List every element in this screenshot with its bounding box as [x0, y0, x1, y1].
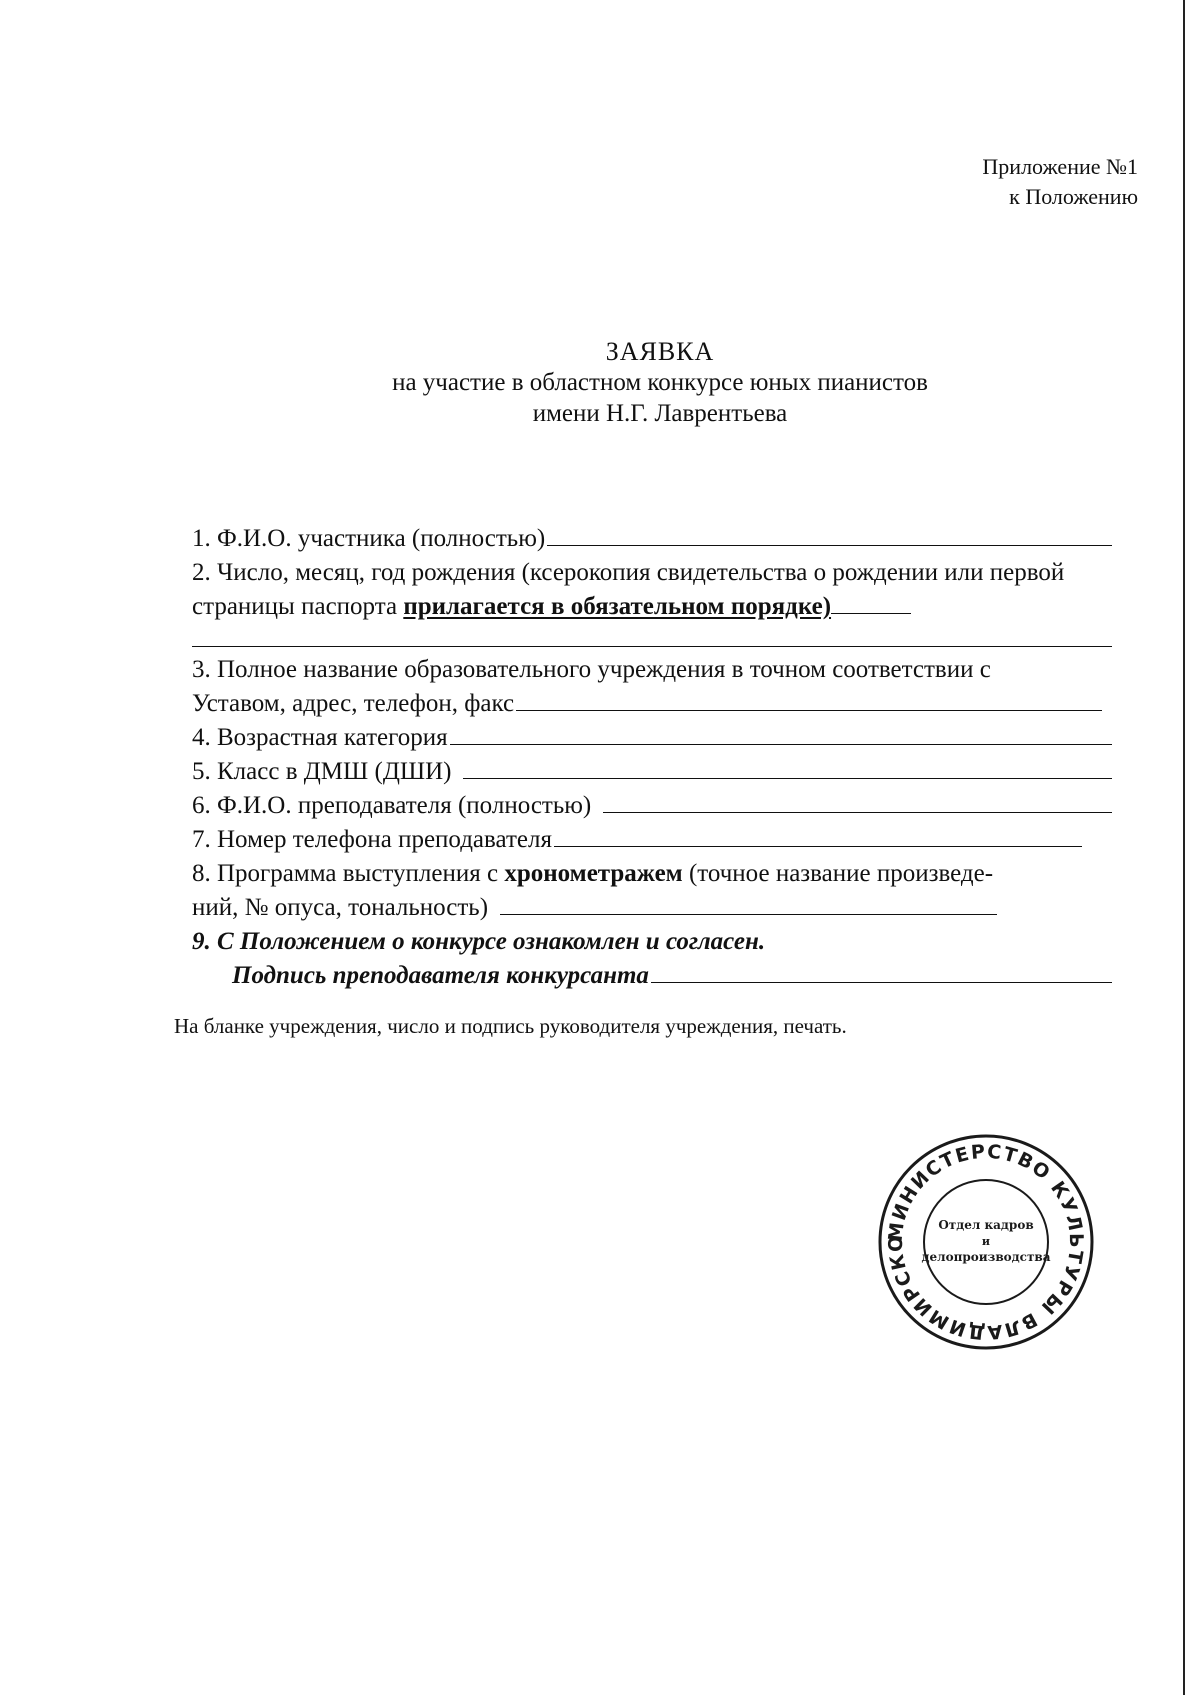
- form-item-emphasis: хронометражем: [504, 860, 683, 887]
- signature-label: Подпись преподавателя конкурсанта: [232, 962, 649, 989]
- form-item-program: [192, 857, 1112, 925]
- seal-center-line1: Отдел кадров: [938, 1218, 1034, 1232]
- form-item-institution: [192, 653, 1112, 721]
- form-item-label: 8. Программа выступления с: [192, 860, 505, 887]
- form-item-label: (точное название произведе-: [682, 860, 994, 887]
- form-item-agreement: 9. С Положением о конкурсе ознакомлен и согласен.: [192, 928, 766, 955]
- form-item-institution-line2: [192, 687, 1112, 721]
- form-item-label: 4. Возрастная категория: [192, 724, 448, 751]
- seal-center-line2: и: [981, 1235, 991, 1248]
- blank-field[interactable]: [603, 790, 1112, 813]
- blank-field[interactable]: [554, 824, 1082, 847]
- blank-field[interactable]: [450, 722, 1112, 745]
- footnote: На бланке учреждения, число и подпись руководителя учреждения, печать.: [174, 1014, 847, 1038]
- signature-field[interactable]: [651, 960, 1112, 983]
- blank-field[interactable]: [500, 892, 997, 915]
- form-item-label: 7. Номер телефона преподавателя: [192, 826, 552, 853]
- form-item-label: 6. Ф.И.О. преподавателя (полностью): [192, 792, 592, 819]
- form-item-participant-name: [192, 522, 1112, 556]
- title-subtitle-line2: имени Н.Г. Лаврентьева: [532, 400, 788, 427]
- seal-graphic: [876, 1132, 1096, 1352]
- blank-field[interactable]: [463, 756, 1112, 779]
- seal-center-line3: делопроизводства: [921, 1250, 1051, 1264]
- form-item-signature: [192, 959, 1112, 993]
- form-item-program-line2: [192, 891, 1112, 925]
- appendix-number: Приложение №1: [982, 154, 1138, 179]
- form-item-label: 1. Ф.И.О. участника (полностью): [192, 525, 546, 552]
- blank-field[interactable]: [547, 523, 1112, 546]
- official-seal: [876, 1132, 1096, 1352]
- form-item-label: 5. Класс в ДМШ (ДШИ): [192, 758, 452, 785]
- form-item-age-category: [192, 721, 1112, 755]
- form-item-label: 2. Число, месяц, год рождения (ксерокопия свидетельства о рождении или первой страницы паспорта: [192, 559, 1065, 620]
- form-item-program-line1: [192, 857, 1112, 891]
- form-item-birth-date: [192, 556, 1112, 624]
- blank-field[interactable]: [831, 593, 911, 614]
- form-item-emphasis: прилагается в обязательном порядке): [403, 593, 832, 620]
- title-subtitle-line1: на участие в областном конкурсе юных пианистов: [392, 369, 928, 396]
- blank-field[interactable]: [516, 688, 1102, 711]
- seal-ring-text: МИНИСТЕРСТВО КУЛЬТУРЫ ВЛАДИМИРСКО: [884, 1140, 1088, 1344]
- form-item-label: 3. Полное название образовательного учреждения в точном соответствии с: [192, 656, 991, 683]
- application-form: [192, 522, 1112, 993]
- blank-field[interactable]: [192, 624, 1112, 647]
- appendix-reference: [982, 152, 1138, 212]
- form-item-label: Уставом, адрес, телефон, факс: [192, 690, 515, 717]
- document-title: [0, 336, 1200, 429]
- form-item-label: ний, № опуса, тональность): [192, 894, 489, 921]
- title-heading: ЗАЯВКА: [605, 337, 715, 366]
- form-item-teacher-name: [192, 789, 1112, 823]
- form-item-class: [192, 755, 1112, 789]
- form-item-teacher-phone: [192, 823, 1112, 857]
- scan-edge-line: [1183, 0, 1185, 1695]
- appendix-regulation: к Положению: [1009, 184, 1138, 209]
